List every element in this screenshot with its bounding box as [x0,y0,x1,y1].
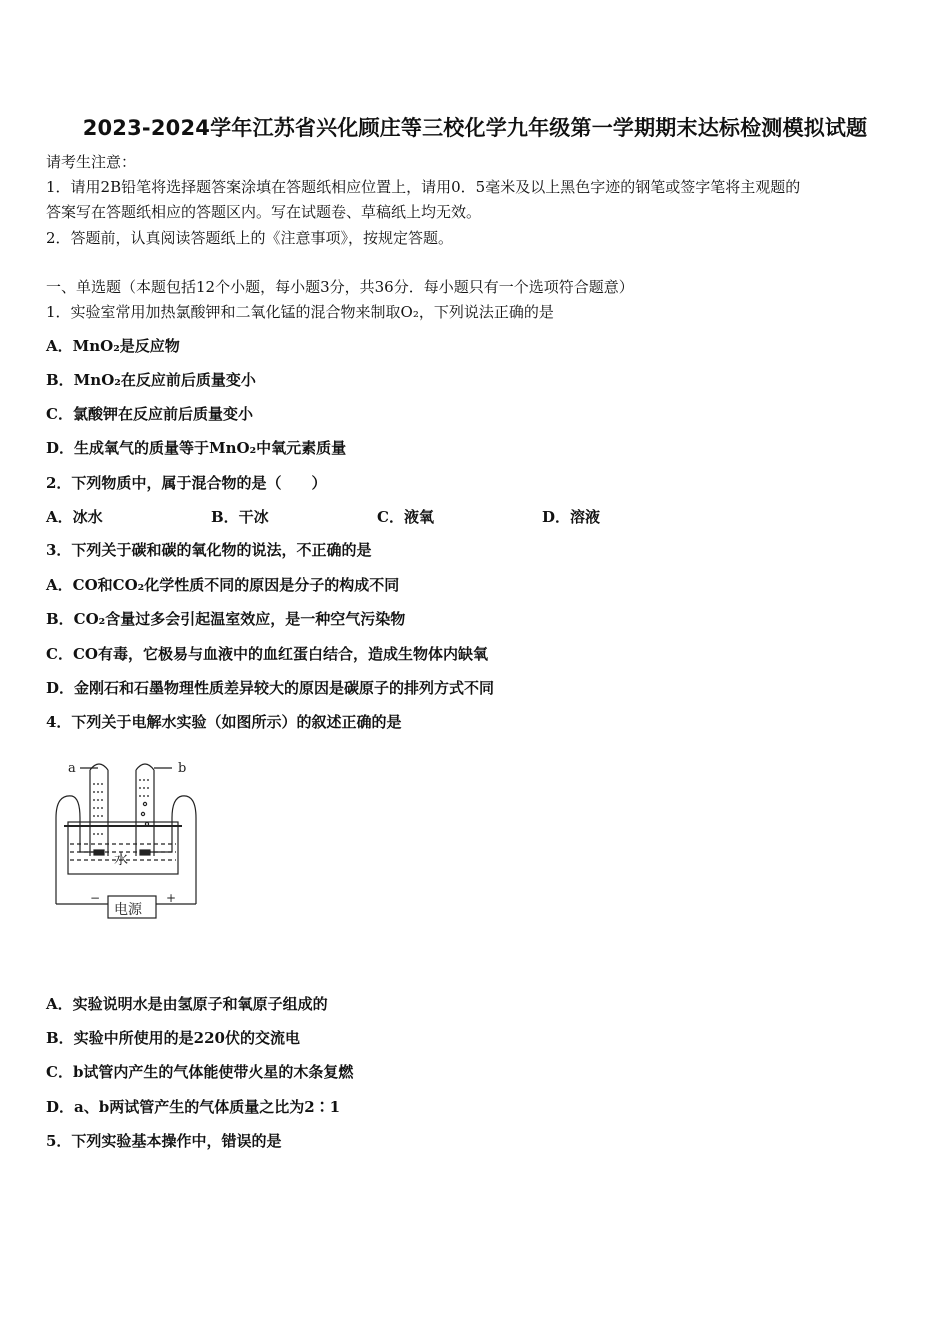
question-2-option-c: C．液氧 [377,508,434,526]
question-2-option-b: B．干冰 [211,508,269,526]
question-2-option-a: A．冰水 [46,508,103,526]
label-plus: + [166,891,177,905]
label-power: 电源 [114,902,142,918]
question-1-option-b: B．MnO₂在反应前后质量变小 [46,371,256,389]
question-2-stem: 2．下列物质中，属于混合物的是（ ） [46,474,327,492]
question-2-option-d: D．溶液 [542,508,601,526]
label-water: 水 [114,852,128,868]
question-1-option-c: C．氯酸钾在反应前后质量变小 [46,405,253,423]
question-3-option-b: B．CO₂含量过多会引起温室效应，是一种空气污染物 [46,610,406,628]
question-1-stem: 1．实验室常用加热氯酸钾和二氧化锰的混合物来制取O₂，下列说法正确的是 [46,303,554,321]
label-a: a [68,761,76,776]
question-3-option-c: C．CO有毒，它极易与血液中的血红蛋白结合，造成生物体内缺氧 [46,645,488,663]
notice-heading: 请考生注意： [46,153,137,171]
question-1-option-a: A．MnO₂是反应物 [46,337,180,355]
question-4-option-c: C．b试管内产生的气体能使带火星的木条复燃 [46,1063,354,1081]
question-4-option-d: D．a、b两试管产生的气体质量之比为2∶1 [46,1098,341,1116]
question-3-stem: 3．下列关于碳和碳的氧化物的说法，不正确的是 [46,541,372,559]
question-4-stem: 4．下列关于电解水实验（如图所示）的叙述正确的是 [46,713,402,731]
notice-item-1-line-1: 1．请用2B铅笔将选择题答案涂填在答题纸相应位置上，请用0．5毫米及以上黑色字迹的钢笔或签字笔将主观题的 [46,178,801,196]
section-heading: 一、单选题（本题包括12个小题，每小题3分，共36分．每小题只有一个选项符合题意） [46,278,634,296]
notice-item-2: 2．答题前，认真阅读答题纸上的《注意事项》，按规定答题。 [46,229,454,247]
label-minus: − [90,891,101,905]
electrolysis-diagram [50,748,210,928]
question-3-option-a: A．CO和CO₂化学性质不同的原因是分子的构成不同 [46,576,400,594]
question-4-option-b: B．实验中所使用的是220伏的交流电 [46,1029,300,1047]
page-title: 2023-2024学年江苏省兴化顾庄等三校化学九年级第一学期期末达标检测模拟试题 [82,116,868,140]
question-1-option-d: D．生成氧气的质量等于MnO₂中氧元素质量 [46,439,347,457]
question-4-option-a: A．实验说明水是由氢原子和氧原子组成的 [46,995,328,1013]
label-b: b [178,761,187,776]
notice-item-1-line-2: 答案写在答题纸相应的答题区内。写在试题卷、草稿纸上均无效。 [46,203,482,221]
question-3-option-d: D．金刚石和石墨物理性质差异较大的原因是碳原子的排列方式不同 [46,679,495,697]
question-5-stem: 5．下列实验基本操作中，错误的是 [46,1132,282,1150]
